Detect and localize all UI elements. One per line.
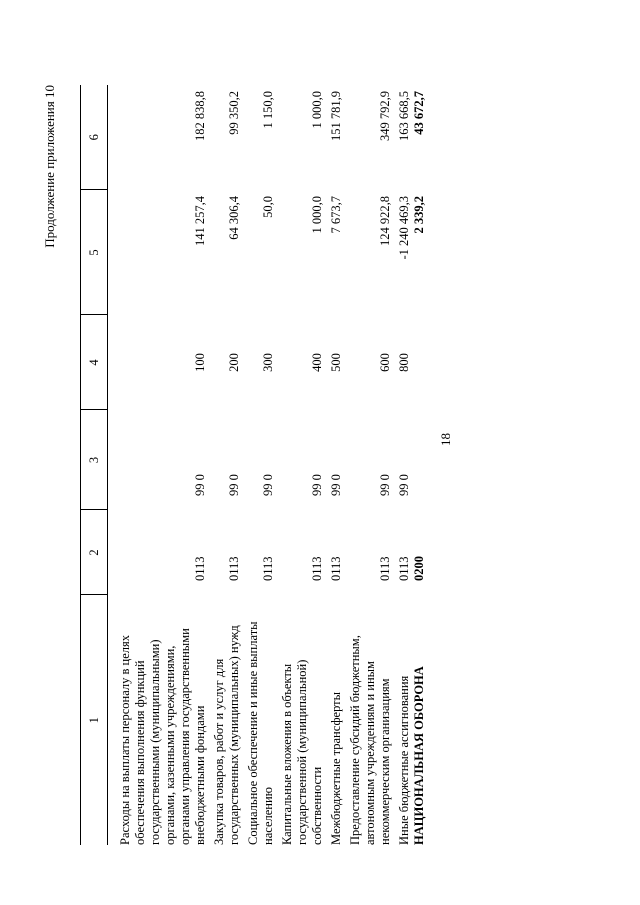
row-col5: 64 306,4 — [227, 196, 241, 240]
row-col6: 99 350,2 — [227, 91, 241, 135]
row-type — [412, 315, 427, 410]
row-target: 99 0 — [227, 474, 241, 496]
table-row — [212, 85, 246, 845]
header-col-1: 1 — [81, 595, 108, 845]
document-page — [40, 85, 620, 845]
row-name: Закупка товаров, работ и услуг для государственных (муниципальных) нужд — [212, 625, 241, 845]
row-name: Предоставление субсидий бюджетным, автономным учреждениям и иным некоммерческим организациям — [348, 635, 392, 845]
table-row — [280, 85, 329, 845]
row-section: 0113 — [378, 556, 392, 581]
row-type: 500 — [329, 353, 343, 372]
row-target — [412, 410, 427, 510]
row-target: 99 0 — [193, 474, 207, 496]
header-col-2: 2 — [81, 510, 108, 595]
header-col-3: 3 — [81, 410, 108, 510]
row-target: 99 0 — [397, 474, 411, 496]
row-type: 100 — [193, 353, 207, 372]
row-section: 0113 — [329, 556, 343, 581]
row-name: Межбюджетные трансферты — [329, 691, 343, 845]
row-section: 0113 — [193, 556, 207, 581]
table-row-total — [412, 85, 427, 845]
row-col5: 50,0 — [261, 196, 275, 218]
row-col6: 182 838,8 — [193, 91, 207, 141]
row-section: 0200 — [412, 556, 426, 581]
row-name: Капитальные вложения в объекты государственной (муниципальной) собственности — [280, 659, 324, 845]
table-row — [329, 85, 348, 845]
row-col5: -1 240 469,3 — [397, 196, 411, 260]
row-section: 0113 — [261, 556, 275, 581]
budget-table — [80, 85, 427, 845]
row-target: 99 0 — [261, 474, 275, 496]
header-col-6: 6 — [81, 85, 108, 190]
table-header-row — [81, 85, 108, 845]
header-col-4: 4 — [81, 315, 108, 410]
row-type: 200 — [227, 353, 241, 372]
row-type: 800 — [397, 353, 411, 372]
row-type: 400 — [310, 353, 324, 372]
row-col6: 349 792,9 — [378, 91, 392, 141]
row-name: Расходы на выплаты персоналу в целях обеспечения выполнения функций государственными (муниципальными) органами, казенными учреждениями, органами управления государственными внебюджетными фондами — [118, 628, 207, 845]
row-name: НАЦИОНАЛЬНАЯ ОБОРОНА — [412, 666, 426, 845]
row-col5: 7 673,7 — [329, 196, 343, 234]
header-col-5: 5 — [81, 190, 108, 315]
row-col6: 1 000,0 — [310, 91, 324, 129]
table-row — [108, 85, 213, 845]
table-row — [246, 85, 280, 845]
page-number: 18 — [438, 433, 453, 446]
table-row — [348, 85, 397, 845]
row-col5: 124 922,8 — [378, 196, 392, 246]
row-col5: 141 257,4 — [193, 196, 207, 246]
row-col5: 2 339,2 — [412, 196, 426, 234]
row-col5: 1 000,0 — [310, 196, 324, 234]
row-col6: 1 150,0 — [261, 91, 275, 129]
row-name: Иные бюджетные ассигнования — [397, 675, 411, 845]
row-section: 0113 — [310, 556, 324, 581]
row-name: Социальное обеспечение и иные выплаты населению — [246, 621, 275, 845]
row-target: 99 0 — [310, 474, 324, 496]
row-section: 0113 — [397, 556, 411, 581]
row-col6: 163 668,5 — [397, 91, 411, 141]
row-section: 0113 — [227, 556, 241, 581]
row-target: 99 0 — [378, 474, 392, 496]
row-type: 600 — [378, 353, 392, 372]
row-col6: 43 672,7 — [412, 91, 426, 135]
row-type: 300 — [261, 353, 275, 372]
row-col6: 151 781,9 — [329, 91, 343, 141]
appendix-title: Продолжение приложения 10 — [42, 85, 57, 248]
table-row — [397, 85, 412, 845]
row-target: 99 0 — [329, 474, 343, 496]
